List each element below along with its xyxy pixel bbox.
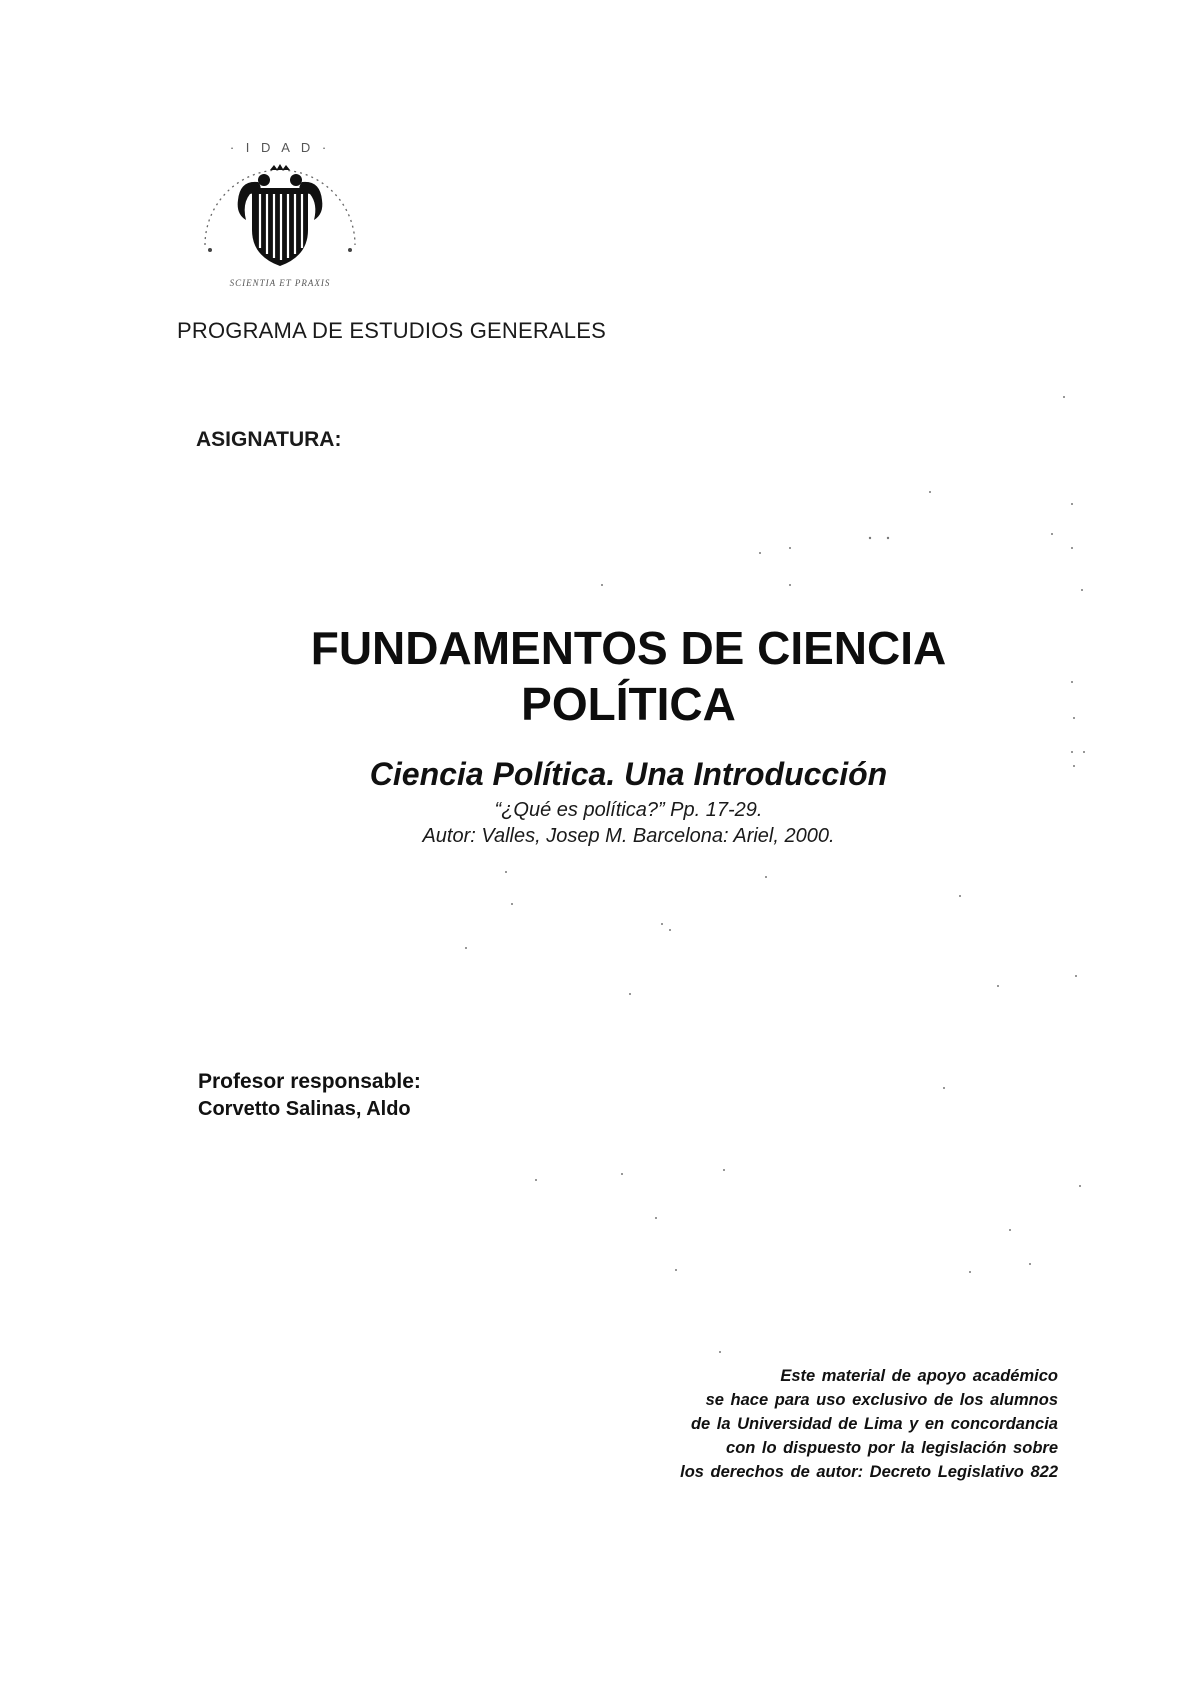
course-label: ASIGNATURA: [196, 428, 342, 451]
disclaimer-line: Este material de apoyo académico [780, 1367, 1058, 1385]
professor-name: Corvetto Salinas, Aldo [198, 1098, 411, 1120]
book-title: Ciencia Política. Una Introducción [369, 756, 888, 792]
svg-text:SCIENTIA ET PRAXIS: SCIENTIA ET PRAXIS [229, 278, 331, 288]
professor-label: Profesor responsable: [198, 1070, 421, 1093]
svg-text:· I D A D ·: · I D A D · [229, 140, 331, 155]
course-title [0, 620, 1200, 732]
course-title-line-1: FUNDAMENTOS DE CIENCIA [310, 622, 947, 674]
disclaimer-line: de la Universidad de Lima y en concordancia [690, 1415, 1058, 1433]
chapter-reference: “¿Qué es política?” Pp. 17-29. [494, 799, 763, 821]
university-seal-logo [180, 130, 380, 300]
program-name: PROGRAMA DE ESTUDIOS GENERALES [177, 318, 606, 343]
course-title-line-2: POLÍTICA [521, 678, 736, 730]
copyright-disclaimer [538, 1364, 1058, 1484]
author-reference: Autor: Valles, Josep M. Barcelona: Ariel, 2000. [422, 825, 835, 847]
disclaimer-line: con lo dispuesto por la legislación sobre [726, 1439, 1058, 1457]
disclaimer-line: los derechos de autor: Decreto Legislativo 822 [680, 1463, 1058, 1481]
disclaimer-line: se hace para uso exclusivo de los alumnos [705, 1391, 1058, 1409]
